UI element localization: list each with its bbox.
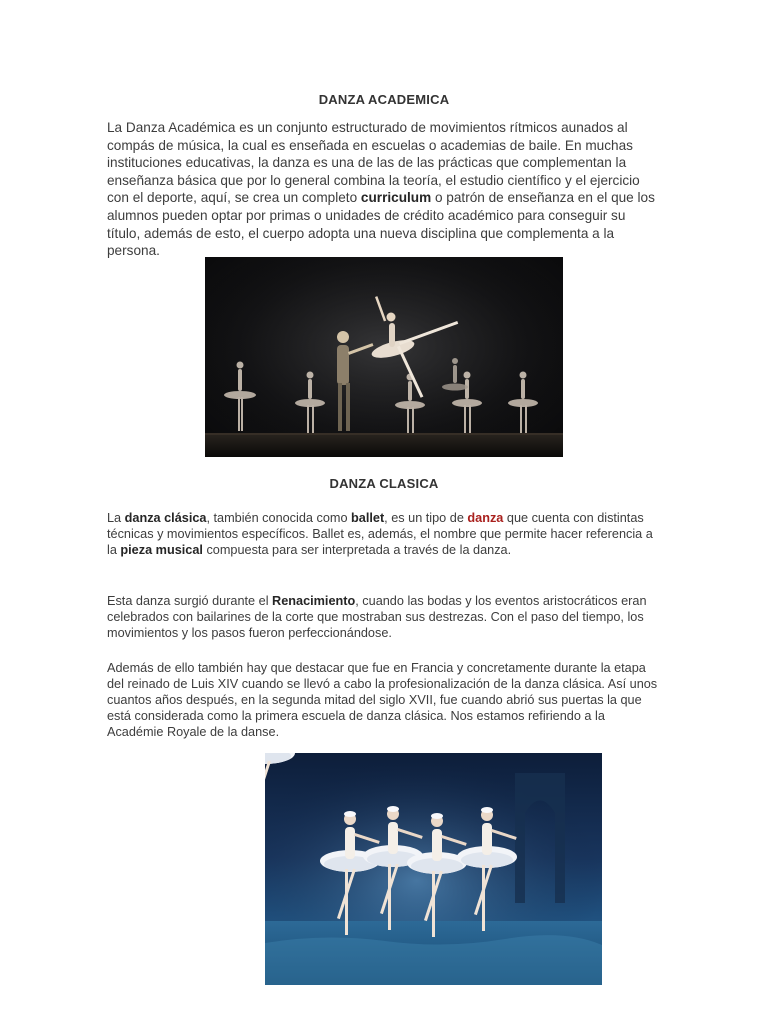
text-span: Esta danza surgió durante el xyxy=(107,594,273,608)
bold-term-danza-clasica: danza clásica xyxy=(124,511,207,525)
title-danza-academica: DANZA ACADEMICA xyxy=(318,92,450,107)
text-span: o patrón de enseñanza en el que los alumnos pueden optar por primas o unidades de crédito académico para conseguir su título, además de esto, el cuerpo adopta una nueva disciplina que complementa a la persona. xyxy=(107,190,655,259)
bold-term-ballet: ballet xyxy=(351,511,385,525)
paragraph-danza-academica xyxy=(107,119,659,260)
paragraph-renacimiento xyxy=(107,593,663,641)
text-span: Además de ello también hay que destacar que fue en Francia y concretamente durante la etapa del reinado de Luis XIV cuando se llevó a cabo la profesionalización de la danza clásica. Así unos cuantos años después, en la segunda mitad del siglo XVII, fue cuando abrió sus puertas la que está considerada como la primera escuela de danza clásica. Nos estamos refiriendo a la Académie Royale de la danse. xyxy=(107,661,658,739)
bold-term-renacimiento: Renacimiento xyxy=(272,594,356,608)
four-ballerinas-illustration xyxy=(265,753,602,985)
paragraph-francia-luis-xiv xyxy=(107,660,663,740)
bold-term-pieza-musical: pieza musical xyxy=(120,543,203,557)
ballet-stage-photo xyxy=(205,257,563,457)
text-span: La Danza Académica es un conjunto estructurado de movimientos rítmicos aunados al compás de música, la cual es enseñada en escuelas o academias de baile. En muchas instituciones educativas, la danza es una de las de las prácticas que complementan la enseñanza básica que por lo general combina la teoría, el estudio científico y el ejercicio con el deporte, aquí, se crea un completo xyxy=(107,120,640,206)
text-span: , cuando las bodas y los eventos aristocráticos eran celebrados con bailarines de la corte que mostraban sus destrezas. Con el paso del tiempo, los movimientos y los pasos fueron perfeccionándose. xyxy=(107,594,647,640)
text-span: , también conocida como xyxy=(206,511,352,525)
text-span: que cuenta con distintas técnicas y movimientos específicos. Ballet es, además, el nombre que permite hacer referencia a la xyxy=(107,511,653,557)
link-danza[interactable]: danza xyxy=(467,511,504,525)
text-span: , es un tipo de xyxy=(384,511,468,525)
bold-term-curriculum: curriculum xyxy=(360,190,432,206)
swan-lake-photo xyxy=(265,753,602,985)
text-span: compuesta para ser interpretada a través de la danza. xyxy=(202,543,512,557)
title-danza-clasica: DANZA CLASICA xyxy=(329,476,439,491)
ballet-stage-illustration xyxy=(205,257,563,457)
text-span: La xyxy=(107,511,125,525)
paragraph-danza-clasica-intro xyxy=(107,510,663,558)
